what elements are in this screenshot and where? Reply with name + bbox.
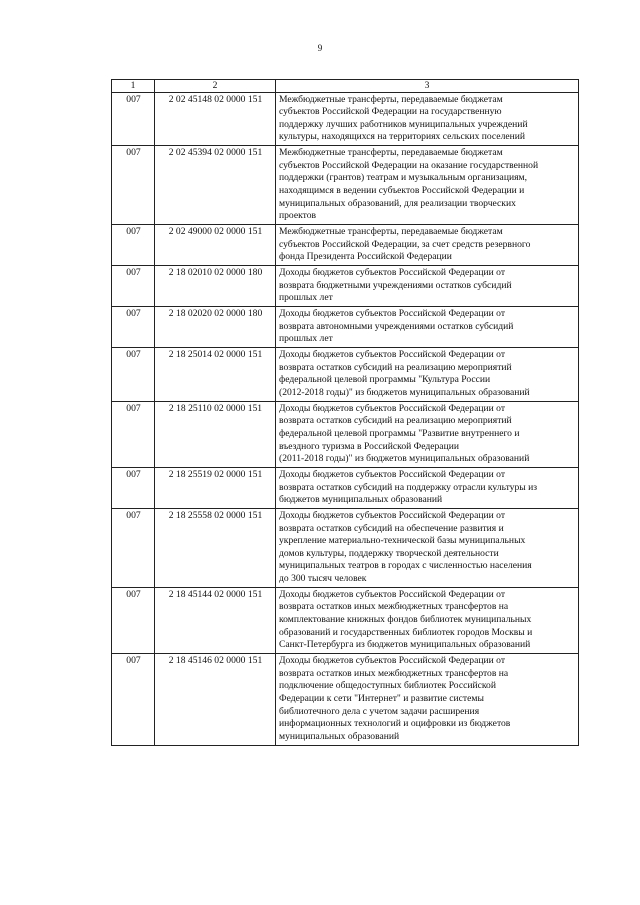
table-row xyxy=(112,508,579,587)
budget-code-cell: 2 18 25014 02 0000 151 xyxy=(155,347,276,401)
description-line: возврата остатков субсидий на реализацию мероприятий xyxy=(279,361,512,373)
owner-code-cell: 007 xyxy=(112,92,155,146)
table-row xyxy=(112,146,579,225)
description-line: поддержки (грантов) театрам и музыкальным организациям, xyxy=(279,172,527,184)
owner-code-cell: 007 xyxy=(112,401,155,467)
description-cell xyxy=(276,467,579,508)
description-cell xyxy=(276,307,579,348)
description-line: муниципальных театров в городах с численностью населения xyxy=(279,560,532,572)
owner-code-cell: 007 xyxy=(112,307,155,348)
owner-code-cell: 007 xyxy=(112,508,155,587)
table-body xyxy=(112,92,579,745)
description-line: федеральной целевой программы "Развитие внутреннего и xyxy=(279,427,520,439)
description-line: возврата остатков субсидий на поддержку отрасли культуры из xyxy=(279,481,538,493)
description-line: возврата остатков субсидий на реализацию мероприятий xyxy=(279,415,512,427)
owner-code-cell: 007 xyxy=(112,467,155,508)
description-line: Межбюджетные трансферты, передаваемые бюджетам xyxy=(279,226,503,238)
description-line: укрепление материально-технической базы муниципальных xyxy=(279,535,526,547)
owner-code-cell: 007 xyxy=(112,654,155,746)
budget-code-cell: 2 18 02020 02 0000 180 xyxy=(155,307,276,348)
description-line: въездного туризма в Российской Федерации xyxy=(279,440,459,452)
owner-code-cell: 007 xyxy=(112,225,155,266)
description-line: бюджетов муниципальных образований xyxy=(279,494,443,506)
budget-codes-table xyxy=(111,79,579,746)
description-line: возврата остатков иных межбюджетных трансфертов на xyxy=(279,667,509,679)
budget-code-cell: 2 18 25110 02 0000 151 xyxy=(155,401,276,467)
table-row xyxy=(112,225,579,266)
budget-code-cell: 2 18 02010 02 0000 180 xyxy=(155,266,276,307)
table-header-row xyxy=(112,80,579,93)
description-line: Доходы бюджетов субъектов Российской Федерации от xyxy=(279,655,506,667)
description-line: библиотечного дела с учетом задачи расширения xyxy=(279,705,480,717)
description-line: возврата остатков иных межбюджетных трансфертов на xyxy=(279,601,509,613)
description-cell xyxy=(276,266,579,307)
table-row xyxy=(112,347,579,401)
description-cell xyxy=(276,508,579,587)
budget-code-cell: 2 18 25558 02 0000 151 xyxy=(155,508,276,587)
description-line: муниципальных образований xyxy=(279,731,400,742)
budget-code-cell: 2 02 45148 02 0000 151 xyxy=(155,92,276,146)
description-line: фонда Президента Российской Федерации xyxy=(279,251,452,263)
description-line: субъектов Российской Федерации на государственную xyxy=(279,106,502,118)
description-line: комплектование книжных фондов библиотек муниципальных xyxy=(279,614,532,626)
description-line: (2012-2018 годы)" из бюджетов муниципальных образований xyxy=(279,386,530,398)
description-line: возврата бюджетными учреждениями остатков субсидий xyxy=(279,279,512,291)
table-row xyxy=(112,266,579,307)
description-line: Доходы бюджетов субъектов Российской Федерации от xyxy=(279,348,506,360)
description-line: Доходы бюджетов субъектов Российской Федерации от xyxy=(279,509,506,521)
table-row xyxy=(112,467,579,508)
description-line: до 300 тысяч человек xyxy=(279,573,367,585)
description-line: возврата остатков субсидий на обеспечение развития и xyxy=(279,522,504,534)
description-line: проектов xyxy=(279,210,317,222)
owner-code-cell: 007 xyxy=(112,587,155,653)
owner-code-cell: 007 xyxy=(112,146,155,225)
table-row xyxy=(112,587,579,653)
budget-code-cell: 2 02 45394 02 0000 151 xyxy=(155,146,276,225)
description-line: прошлых лет xyxy=(279,292,333,304)
description-cell xyxy=(276,347,579,401)
description-line: культуры, находящихся на территориях сельских поселений xyxy=(279,131,526,143)
description-cell xyxy=(276,92,579,146)
budget-code-cell: 2 02 49000 02 0000 151 xyxy=(155,225,276,266)
description-line: возврата автономными учреждениями остатков субсидий xyxy=(279,320,514,332)
description-line: Доходы бюджетов субъектов Российской Федерации от xyxy=(279,308,506,319)
description-cell xyxy=(276,587,579,653)
description-line: (2011-2018 годы)" из бюджетов муниципальных образований xyxy=(279,453,530,465)
description-line: Межбюджетные трансферты, передаваемые бюджетам xyxy=(279,93,503,105)
description-line: Доходы бюджетов субъектов Российской Федерации от xyxy=(279,588,506,600)
table-row xyxy=(112,307,579,348)
description-line: федеральной целевой программы "Культура России xyxy=(279,374,491,386)
description-line: субъектов Российской Федерации на оказание государственной xyxy=(279,159,539,171)
description-line: информационных технологий и оцифровки из бюджетов xyxy=(279,718,511,730)
budget-code-cell: 2 18 45146 02 0000 151 xyxy=(155,654,276,746)
description-line: находящимся в ведении субъектов Российской Федерации и xyxy=(279,185,525,197)
description-line: образований и государственных библиотек городов Москвы и xyxy=(279,626,533,638)
description-line: Межбюджетные трансферты, передаваемые бюджетам xyxy=(279,147,503,159)
description-cell xyxy=(276,146,579,225)
table-row xyxy=(112,654,579,746)
description-line: субъектов Российской Федерации, за счет средств резервного xyxy=(279,238,531,250)
description-line: прошлых лет xyxy=(279,333,333,345)
page-number: 9 xyxy=(317,43,323,53)
table-row xyxy=(112,401,579,467)
description-cell xyxy=(276,401,579,467)
description-line: Доходы бюджетов субъектов Российской Федерации от xyxy=(279,267,506,279)
description-cell xyxy=(276,225,579,266)
description-line: подключение общедоступных библиотек Российской xyxy=(279,680,496,692)
description-line: Федерации к сети "Интернет" и развитие системы xyxy=(279,693,484,705)
owner-code-cell: 007 xyxy=(112,266,155,307)
description-line: Доходы бюджетов субъектов Российской Федерации от xyxy=(279,468,506,480)
owner-code-cell: 007 xyxy=(112,347,155,401)
table-row xyxy=(112,92,579,146)
description-line: поддержку лучших работников муниципальных учреждений xyxy=(279,118,528,130)
column-header-3: 3 xyxy=(276,80,579,93)
column-header-1: 1 xyxy=(112,80,155,93)
description-line: Доходы бюджетов субъектов Российской Федерации от xyxy=(279,402,506,414)
budget-code-cell: 2 18 45144 02 0000 151 xyxy=(155,587,276,653)
description-line: муниципальных образований, для реализации творческих xyxy=(279,197,516,209)
description-line: Санкт-Петербурга из бюджетов муниципальных образований xyxy=(279,639,531,651)
description-line: домов культуры, поддержку творческой деятельности xyxy=(279,547,499,559)
description-cell xyxy=(276,654,579,746)
column-header-2: 2 xyxy=(155,80,276,93)
budget-code-cell: 2 18 25519 02 0000 151 xyxy=(155,467,276,508)
